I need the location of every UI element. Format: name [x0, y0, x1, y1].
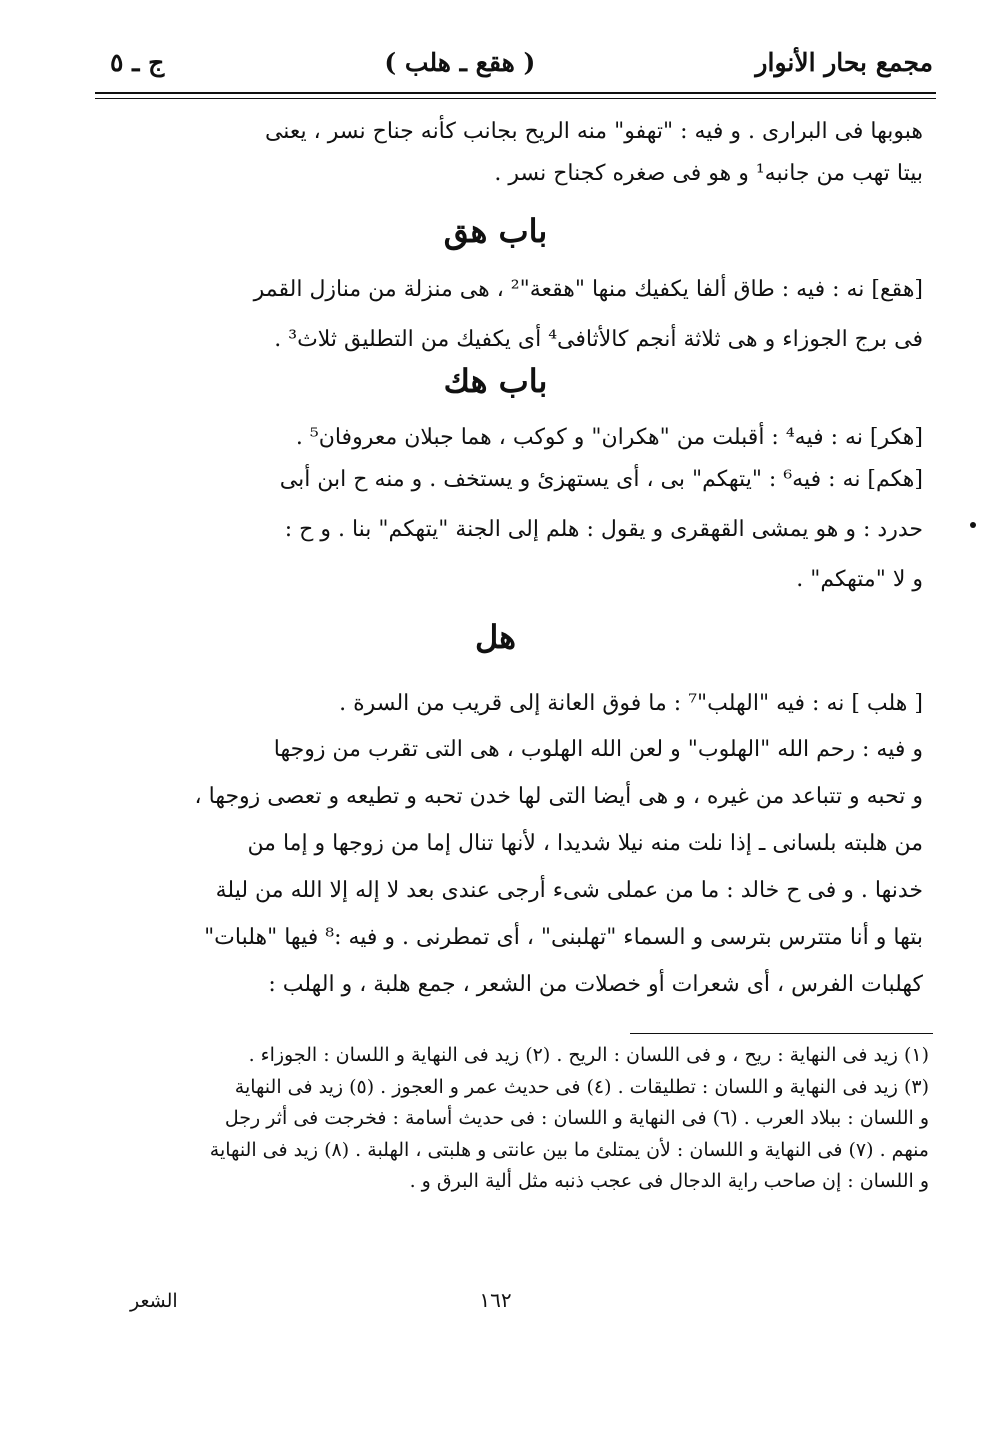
- footnote-rule: [630, 1033, 933, 1034]
- text-line: كهلبات الفرس ، أى شعرات أو خصلات من الشعر ، جمع هلبة ، و الهلب :: [268, 972, 923, 997]
- section-heading-hak: باب هك: [443, 362, 548, 400]
- text-line: بيتا تهب من جانبه¹ و هو فى صغره كجناح نسر .: [494, 161, 923, 186]
- section-heading-hal: هل: [474, 618, 517, 656]
- catchword: الشعر: [130, 1290, 178, 1312]
- header-rule-thick: [95, 92, 936, 94]
- text-line: [هكم] نه : فيه⁶ : "يتهكم" بى ، أى يستهزئ و يستخف . و منه ح ابن أبى: [279, 467, 923, 492]
- section-hak-text: [108, 420, 923, 598]
- page-number: ١٦٢: [479, 1288, 512, 1312]
- section-haq-text: [108, 272, 923, 358]
- text-line: حدرد : و هو يمشى القهقرى و يقول : هلم إلى الجنة "يتهكم" بنا . و ح :: [284, 517, 923, 542]
- section-hal-text: [108, 686, 923, 1003]
- footnote-line: (٣) زيد فى النهاية و اللسان : تطليقات . (٤) فى حديث عمر و العجوز . (٥) زيد فى النهاية: [234, 1075, 929, 1098]
- text-line: و تحبه و تتباعد من غيره ، و هى أيضا التى لها خدن تحبه و تطيعه و تعصى زوجها ،: [194, 784, 923, 809]
- text-line: و فيه : رحم الله "الهلوب" و لعن الله الهلوب ، هى التى تقرب من زوجها: [273, 737, 923, 762]
- text-line: فى برج الجوزاء و هى ثلاثة أنجم كالأثافى⁴ أى يكفيك من التطليق ثلاث³ .: [274, 327, 923, 352]
- book-title: مجمع بحار الأنوار: [755, 47, 933, 77]
- entry-range: ( هقع ـ هلب ): [384, 47, 536, 77]
- volume-number: ج ـ ٥: [110, 47, 165, 77]
- text-line: من هلبته بلسانى ـ إذا نلت منه نيلا شديدا ، لأنها تنال إما من زوجها و إما من: [247, 831, 923, 856]
- margin-mark: [970, 522, 976, 528]
- continuation-paragraph: [108, 114, 923, 192]
- text-line: [هكر] نه : فيه⁴ : أقبلت من "هكران" و كوكب ، هما جبلان معروفان⁵ .: [295, 425, 923, 450]
- header-rule-thin: [95, 98, 936, 99]
- footnote-line: منهم . (٧) فى النهاية و اللسان : لأن يمتلئ ما بين عانتى و هلبتى ، الهلبة . (٨) زيد فى النهاية: [209, 1138, 929, 1161]
- running-header: [110, 38, 933, 86]
- section-heading-haq: باب هق: [443, 212, 548, 250]
- footnote-line: (١) زيد فى النهاية : ريح ، و فى اللسان : الريح . (٢) زيد فى النهاية و اللسان : الجوزاء .: [248, 1044, 929, 1066]
- text-line: بتها و أنا متترس بترسى و السماء "تهلبنى" ، أى تمطرنى . و فيه :⁸ فيها "هلبات": [204, 925, 923, 950]
- footnotes: [108, 1040, 929, 1198]
- text-line: [ هلب ] نه : فيه "الهلب"⁷ : ما فوق العانة إلى قريب من السرة .: [339, 691, 923, 716]
- footnote-line: و اللسان : ببلاد العرب . (٦) فى النهاية و اللسان : فى حديث أسامة : فخرجت فى أثر رجل: [224, 1107, 929, 1129]
- text-line: و لا "متهكم" .: [796, 567, 923, 592]
- text-line: خدنها . و فى ح خالد : ما من عملى شىء أرجى عندى بعد لا إله إلا الله من ليلة: [215, 878, 923, 903]
- text-line: [هقع] نه : فيه : طاق ألفا يكفيك منها "هقعة"² ، هى منزلة من منازل القمر: [253, 277, 923, 302]
- footnote-line: و اللسان : إن صاحب راية الدجال فى عجب ذنبه مثل ألية البرق و .: [409, 1170, 929, 1192]
- text-line: هبوبها فى البرارى . و فيه : "تهفو" منه الريح بجانب كأنه جناح نسر ، يعنى: [264, 119, 923, 144]
